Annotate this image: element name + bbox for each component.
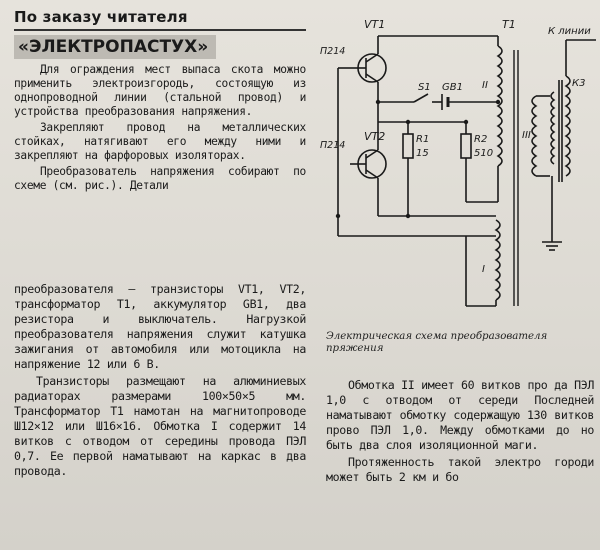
intro-paragraph-3: Преобразователь напряжения собирают по схеме (см. рис.). Детали — [14, 165, 306, 192]
label-r1-value: 15 — [416, 148, 429, 159]
label-s1: S1 — [418, 82, 431, 93]
label-line: К линии — [548, 26, 591, 37]
label-winding-3: III — [522, 130, 531, 141]
label-gb1: GB1 — [442, 82, 463, 93]
label-vt2-type: П214 — [320, 140, 346, 151]
right-column-bottom — [326, 378, 594, 544]
article-title: «ЭЛЕКТРОПАСТУХ» — [14, 35, 216, 59]
intro-paragraph-2: Закрепляют провод на металлических стойках, натягивают его между ними и закрепляют на фарфоровых изоляторах. — [14, 121, 306, 162]
body-paragraph-3: Обмотка II имеет 60 витков про да ПЭЛ 1,0 с отводом от середи Последней наматывают обмотку содержащую 130 витков прово ПЭЛ 1,0. Между обмотками до но быть два слоя изоляционной маги. — [326, 378, 594, 452]
body-paragraph-4: Протяженность такой электро городи может быть 2 км и бо — [326, 455, 594, 484]
body-paragraph-1: преобразователя — транзисторы VT1, VT2, трансформатор T1, аккумулятор GB1, два резистора и выключатель. Нагрузкой преобразователя напряжения служит катушка зажигания от автомобиля или мотоцикла на напряжение 12 или 6 В. — [14, 282, 306, 371]
label-vt1: VT1 — [364, 18, 386, 31]
label-winding-2: II — [482, 80, 488, 91]
left-column-bottom — [14, 282, 306, 544]
intro-paragraph-1: Для ограждения мест выпаса скота можно применить электроизгородь, состоящую из однопроводной линии (стальной провод) и устройства преобразования напряжения. — [14, 63, 306, 118]
body-paragraph-2: Транзисторы размещают на алюминиевых радиаторах размерами 100×50×5 мм. Трансформатор T1 намотан на магнитопроводе Ш12×12 или Ш16×16. Обмотка I содержит 14 витков с отводом от середины провода ПЭЛ 0,7. Ее первой наматывают на каркас в два провода. — [14, 374, 306, 478]
label-k3: К3 — [572, 78, 586, 89]
label-r2: R2 — [474, 134, 488, 145]
diagram-caption: Электрическая схема преобразователя пряжения — [326, 331, 548, 354]
label-t1: T1 — [502, 18, 516, 31]
rubric-header: По заказу читателя — [14, 8, 306, 31]
left-column-top — [14, 8, 306, 266]
circuit-diagram — [316, 6, 598, 324]
label-winding-1: I — [482, 264, 485, 275]
label-r2-value: 510 — [474, 148, 494, 159]
label-vt2: VT2 — [364, 130, 386, 143]
label-r1: R1 — [416, 134, 430, 145]
label-vt1-type: П214 — [320, 46, 346, 57]
